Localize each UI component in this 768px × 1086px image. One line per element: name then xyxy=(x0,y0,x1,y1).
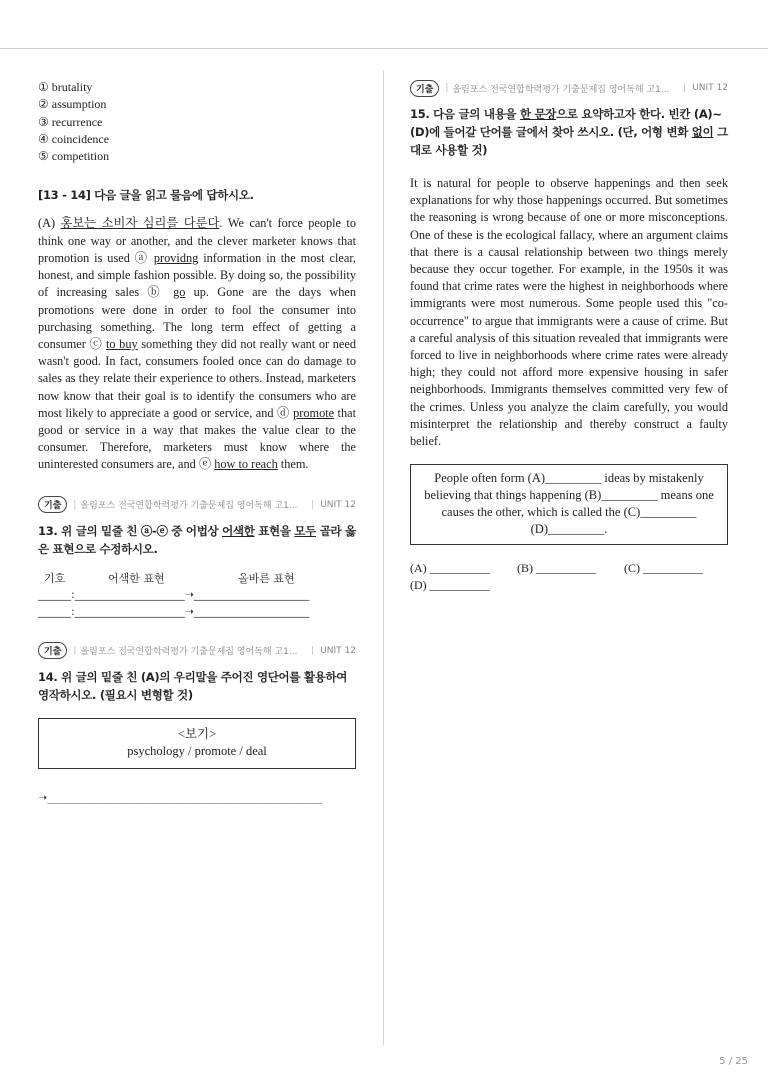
underlined-a: 홍보는 소비자 심리를 다룬다 xyxy=(60,216,220,231)
answer-options xyxy=(38,79,356,165)
title-text: 골라 옳은 표현으로 수정하시오. xyxy=(38,523,356,556)
question-13-title xyxy=(38,522,356,558)
option-1: ① brutality xyxy=(38,80,93,94)
option-3: ③ recurrence xyxy=(38,114,103,129)
tag-separator: | xyxy=(73,499,77,510)
title-underline: 없이 xyxy=(691,125,714,139)
title-text: 그대로 사용할 것) xyxy=(410,125,728,157)
underlined-1: providng xyxy=(153,250,199,265)
title-underline: 한 문장 xyxy=(519,107,557,121)
underlined-3: to buy xyxy=(105,336,138,351)
tag-separator: | xyxy=(445,83,449,93)
underlined-4: promote xyxy=(293,405,335,420)
question-14-title: 14. 위 글의 밑줄 친 (A)의 우리말을 주어진 영단어를 활용하여 영작하시오. (필요시 변형할 것) xyxy=(38,669,348,702)
header-rule xyxy=(0,48,768,49)
passage-text: something they did not really want or need wasn't good. In fact, consumers fooled once can do damage to sales as they relate their experience to others. Instead, marketers now know that their goal is to identify the consumers who are most likely to appreciate a good or service, and ⓓ xyxy=(38,336,356,420)
option-4: ④ coincidence xyxy=(38,131,110,146)
right-column xyxy=(410,79,728,594)
section-heading: [13 - 14] 다음 글을 읽고 물음에 답하시오. xyxy=(38,188,254,203)
title-text: 13. 위 글의 밑줄 친 ⓐ-ⓔ 중 어법상 xyxy=(38,523,223,538)
answer-line-2[interactable]: ______:____________________➝_____________________ xyxy=(38,604,310,618)
question-tag-row xyxy=(38,496,356,514)
source-label: 올림포스 전국연합학력평가 기출문제집 영어독해 고1... xyxy=(80,647,298,658)
answer-line-1[interactable]: ______:____________________➝_____________________ xyxy=(38,587,310,601)
header-symbol: 기호 xyxy=(44,571,66,585)
exam-badge: 기출 xyxy=(38,496,67,513)
header-correct: 올바른 표현 xyxy=(238,571,295,585)
option-2: ② assumption xyxy=(38,97,107,112)
passage-text: (A) xyxy=(38,216,61,231)
question-15-title xyxy=(410,105,728,159)
unit-label: | UNIT 12 xyxy=(311,645,356,656)
unit-text: UNIT 12 xyxy=(320,645,356,656)
title-text: 표현을 xyxy=(254,523,295,538)
passage-text: up. Gone are the days when promotions were done in order to fool the consumer into purchasing something. The long term effect of getting a consumer ⓒ xyxy=(38,285,356,351)
source-label: 올림포스 전국연합학력평가 기출문제집 영어독해 고1... xyxy=(452,84,670,95)
question-tag-row xyxy=(38,642,356,660)
correction-table xyxy=(38,570,356,620)
table-header xyxy=(38,570,356,586)
passage-text: that good or service in a way that makes the value clear to the consumer. Therefore, marketers must know where the uninterested consumers are, and ⓔ xyxy=(38,405,356,472)
blank-c[interactable]: (C) __________ xyxy=(624,561,703,576)
blank-b[interactable]: (B) __________ xyxy=(517,561,596,576)
blank-a[interactable]: (A) __________ xyxy=(410,561,490,576)
underlined-2: go xyxy=(173,285,186,300)
passage-text: . We can't force people to think one way or another, and the clever marketer knows that promotion is used ⓐ xyxy=(38,216,356,265)
example-box xyxy=(38,718,356,769)
title-text: 15. 다음 글의 내용을 xyxy=(410,107,520,121)
summary-box: People often form (A)_________ ideas by mistakenly believing that things happening (B)_________ means one causes the other, which is called the (C)_________ (D)_________. xyxy=(410,464,728,545)
unit-text: UNIT 12 xyxy=(320,499,356,510)
example-box-words: psychology / promote / deal xyxy=(127,743,267,758)
passage-text: information in the most clear, honest, and simple fashion possible. By doing so, the possibility of increasing sales ⓑ xyxy=(38,250,356,300)
page-number: 5 / 25 xyxy=(719,1056,748,1067)
tag-separator: | xyxy=(73,645,77,656)
left-column xyxy=(38,79,356,804)
passage-text: them. xyxy=(277,457,309,472)
exam-badge: 기출 xyxy=(410,80,439,97)
source-label: 올림포스 전국연합학력평가 기출문제집 영어독해 고1... xyxy=(80,501,298,512)
header-wrong: 어색한 표현 xyxy=(108,571,165,585)
reading-passage-15: It is natural for people to observe happenings and then seek explanations for why those happenings occurred. But sometimes the reasoning is wrong because of one or more misconceptions. One of these is the ecological fallacy, where an argument claims that there is a causal relationship between two things merely because they occur together. For example, in the 1950s it was found that crime rates were the highest in neighborhoods where immigrants were most numerous. Some people used this "co-occurrence" to argue that immigrants were a cause of crime. But a careful analysis of this situation revealed that immigrants were forced to live in neighborhoods where crime rates were already high; they could not afford more expensive housing in safer neighborhoods. Immigrants themselves committed very few of the crimes. Unless you analyze the claim carefully, you would misinterpret the relationship and thereby construct a faulty belief. xyxy=(410,176,728,449)
title-underline: 모두 xyxy=(294,523,316,538)
blank-d[interactable]: (D) __________ xyxy=(410,578,490,593)
unit-text: UNIT 12 xyxy=(692,83,728,93)
unit-label: | UNIT 12 xyxy=(683,83,728,93)
title-text: 으로 요약하고자 한다. 빈칸 (A)~(D)에 들어갈 단어를 글에서 찾아 쓰시오. (단, 어형 변화 xyxy=(410,107,722,139)
blank-answers xyxy=(410,560,728,594)
exam-badge: 기출 xyxy=(38,642,67,659)
example-box-title: <보기> xyxy=(177,726,217,741)
reading-passage xyxy=(38,215,356,473)
title-underline: 어색한 xyxy=(222,523,255,538)
question-tag-row xyxy=(410,79,728,97)
unit-label: | UNIT 12 xyxy=(311,499,356,510)
column-divider xyxy=(383,70,384,1045)
answer-line[interactable]: ➝__________________________________________________ xyxy=(38,790,323,804)
underlined-5: how to reach xyxy=(214,457,278,472)
option-5: ⑤ competition xyxy=(38,149,110,164)
